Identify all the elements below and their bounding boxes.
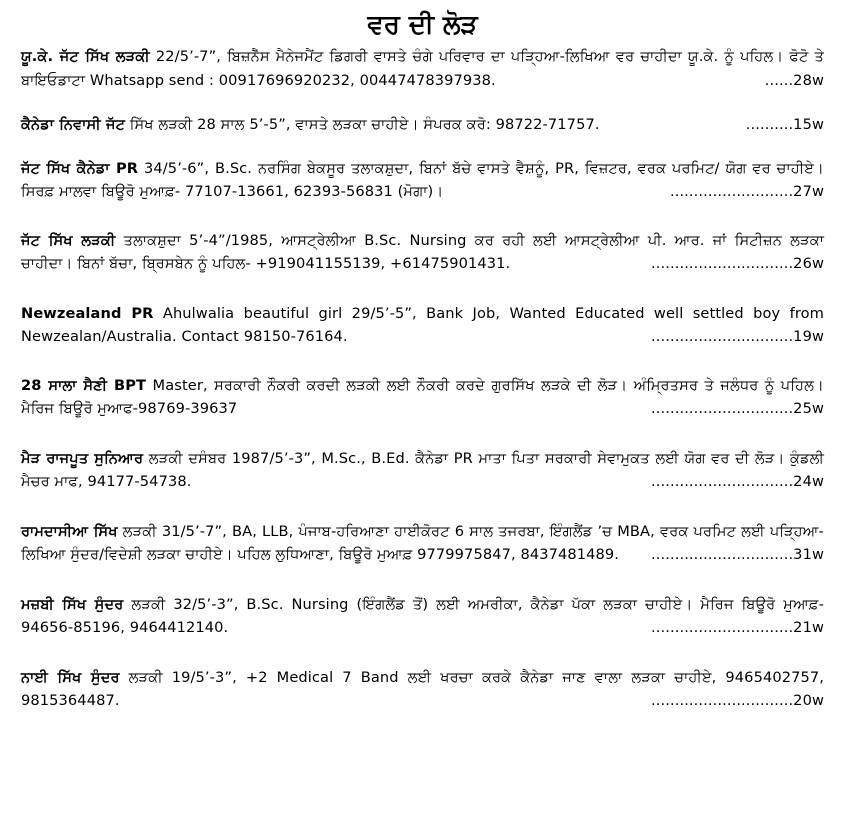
ad-lead: ਜੱਟ ਸਿੱਖ ਲੜਕੀ: [21, 231, 116, 249]
ad-body: Master, ਸਰਕਾਰੀ ਨੌਕਰੀ ਕਰਦੀ ਲੜਕੀ ਲਈ ਨੌਕਰੀ ਕਰਦੇ ਗੁਰਸਿੱਖ ਲੜਕੇ ਦੀ ਲੋੜ। ਅੰਮ੍ਰਿਤਸਰ ਤੇ ਜਲੰਧਰ ਨੂੰ ਪਹਿਲ। ਮੈਰਿਜ ਬਿਊਰੋ ਮੁਆਫ-98769-39637: [21, 376, 824, 417]
ad-reference: ..............................25w: [651, 400, 824, 417]
ad-lead: ਮੈੜ ਰਾਜਪੂਤ ਸੁਨਿਆਰ: [21, 449, 144, 467]
classified-ad: [21, 157, 824, 204]
ad-lead: ਨਾਈ ਸਿੱਖ ਸੁੰਦਰ: [21, 668, 120, 686]
ad-reference: ..............................31w: [651, 546, 824, 563]
ad-body: 22/5’-7”, ਬਿਜ਼ਨੈੱਸ ਮੈਨੇਜਮੈਂਟ ਡਿਗਰੀ ਵਾਸਤੇ ਚੰਗੇ ਪਰਿਵਾਰ ਦਾ ਪੜ੍ਹਿਆ-ਲਿਖਿਆ ਵਰ ਚਾਹੀਦਾ ਯੂ.ਕੇ. ਨੂੰ ਪਹਿਲ। ਫੋਟੋ ਤੇ ਬਾਇਓਡਾਟਾ Whatsapp send : 00917696920232, 00447478397938.: [21, 48, 824, 89]
classified-ad: [21, 113, 824, 137]
ad-reference: ..............................26w: [651, 255, 824, 272]
ad-body: ਸਿੱਖ ਲੜਕੀ 28 ਸਾਲ 5’-5”, ਵਾਸਤੇ ਲੜਕਾ ਚਾਹੀਏ। ਸੰਪਰਕ ਕਰੋ: 98722-71757.: [125, 116, 600, 133]
ad-lead: ਜੱਟ ਸਿੱਖ ਕੈਨੇਡਾ PR: [21, 159, 139, 177]
ad-reference: ......28w: [764, 71, 824, 89]
ad-lead: ਯੂ.ਕੇ. ਜੱਟ ਸਿੱਖ ਲੜਕੀ: [21, 48, 150, 65]
classified-ad: [21, 520, 824, 567]
ad-body: 34/5’-6”, B.Sc. ਨਰਸਿੰਗ ਬੇਕਸੂਰ ਤਲਾਕਸ਼ੁਦਾ, ਬਿਨਾਂ ਬੱਚੇ ਵਾਸਤੇ ਵੈਸ਼ਨੂੰ, PR, ਵਿਜ਼ਟਰ, ਵਰਕ ਪਰਮਿਟ/ ਯੋਗ ਵਰ ਚਾਹੀਏ। ਸਿਰਫ਼ ਮਾਲਵਾ ਬਿਊਰੋ ਮੁਆਫ਼- 77107-13661, 62393-56831 (ਮੋਗਾ)।: [21, 159, 824, 200]
ad-lead: ਕੈਨੇਡਾ ਨਿਵਾਸੀ ਜੱਟ: [21, 116, 126, 133]
ad-body: ਲੜਕੀ ਦਸੰਬਰ 1987/5’-3”, M.Sc., B.Ed. ਕੈਨੇਡਾ PR ਮਾਤਾ ਪਿਤਾ ਸਰਕਾਰੀ ਸੇਵਾਮੁਕਤ ਲਈ ਯੋਗ ਵਰ ਦੀ ਲੋੜ। ਕੁੰਡਲੀ ਮੈਚਰ ਮਾਫ, 94177-54738.: [21, 449, 825, 490]
classified-ad: [21, 666, 824, 713]
ad-lead: Newzealand PR: [21, 304, 154, 322]
classified-ad: [21, 593, 824, 640]
ad-reference: ..........................27w: [669, 183, 824, 200]
ad-lead: ਮਜ਼ਬੀ ਸਿੱਖ ਸੁੰਦਰ: [21, 595, 124, 613]
section-title: ਵਰ ਦੀ ਲੋੜ: [367, 10, 478, 40]
ad-reference: ..............................20w: [651, 692, 824, 709]
ad-reference: ..............................21w: [651, 619, 824, 636]
ad-reference: ..............................24w: [651, 473, 824, 490]
classified-ad: [21, 229, 824, 276]
ad-body: Ahulwalia beautiful girl 29/5’-5”, Bank Job, Wanted Educated well settled boy from Newzealan/Australia. Contact 98150-76164.: [21, 304, 824, 345]
classified-ad: [21, 374, 824, 421]
ad-reference: ..........15w: [745, 116, 824, 133]
classified-ad: [21, 447, 824, 494]
ad-body: ਲੜਕੀ 31/5’-7”, BA, LLB, ਪੰਜਾਬ-ਹਰਿਆਣਾ ਹਾਈਕੋਰਟ 6 ਸਾਲ ਤਜਰਬਾ, ਇੰਗਲੈਂਡ ’ਚ MBA, ਵਰਕ ਪਰਮਿਟ ਲਈ ਪੜ੍ਹਿਆ-ਲਿਖਿਆ ਸੁੰਦਰ/ਵਿਦੇਸ਼ੀ ਲੜਕਾ ਚਾਹੀਏ। ਪਹਿਲ ਲੁਧਿਆਣਾ, ਬਿਊਰੋ ਮੁਆਫ਼ 9779975847, 8437481489.: [21, 522, 824, 563]
ad-lead: 28 ਸਾਲਾ ਸੈਣੀ BPT: [21, 376, 147, 394]
ad-body: ਲੜਕੀ 32/5’-3”, B.Sc. Nursing (ਇੰਗਲੈਂਡ ਤੋਂ) ਲਈ ਅਮਰੀਕਾ, ਕੈਨੇਡਾ ਪੱਕਾ ਲੜਕਾ ਚਾਹੀਏ। ਮੈਰਿਜ ਬਿਊਰੋ ਮੁਆਫ਼- 94656-85196, 9464412140.: [21, 595, 824, 636]
ad-body: ਤਲਾਕਸ਼ੁਦਾ 5’-4”/1985, ਆਸਟ੍ਰੇਲੀਆ B.Sc. Nursing ਕਰ ਰਹੀ ਲਈ ਆਸਟ੍ਰੇਲੀਆ ਪੀ. ਆਰ. ਜਾਂ ਸਿਟੀਜ਼ਨ ਲੜਕਾ ਚਾਹੀਦਾ। ਬਿਨਾਂ ਬੱਚਾ, ਬ੍ਰਿਸਬੇਨ ਨੂੰ ਪਹਿਲ- +919041155139, +61475901431.: [21, 231, 825, 272]
ad-lead: ਰਾਮਦਾਸੀਆ ਸਿੱਖ: [21, 522, 118, 540]
ad-reference: ..............................19w: [651, 328, 824, 345]
classified-ad: [21, 302, 824, 349]
ad-body: ਲੜਕੀ 19/5’-3”, +2 Medical 7 Band ਲਈ ਖਰਚਾ ਕਰਕੇ ਕੈਨੇਡਾ ਜਾਣ ਵਾਲਾ ਲੜਕਾ ਚਾਹੀਏ, 9465402757, 9815364487.: [21, 668, 824, 709]
classified-ad: [21, 45, 824, 92]
